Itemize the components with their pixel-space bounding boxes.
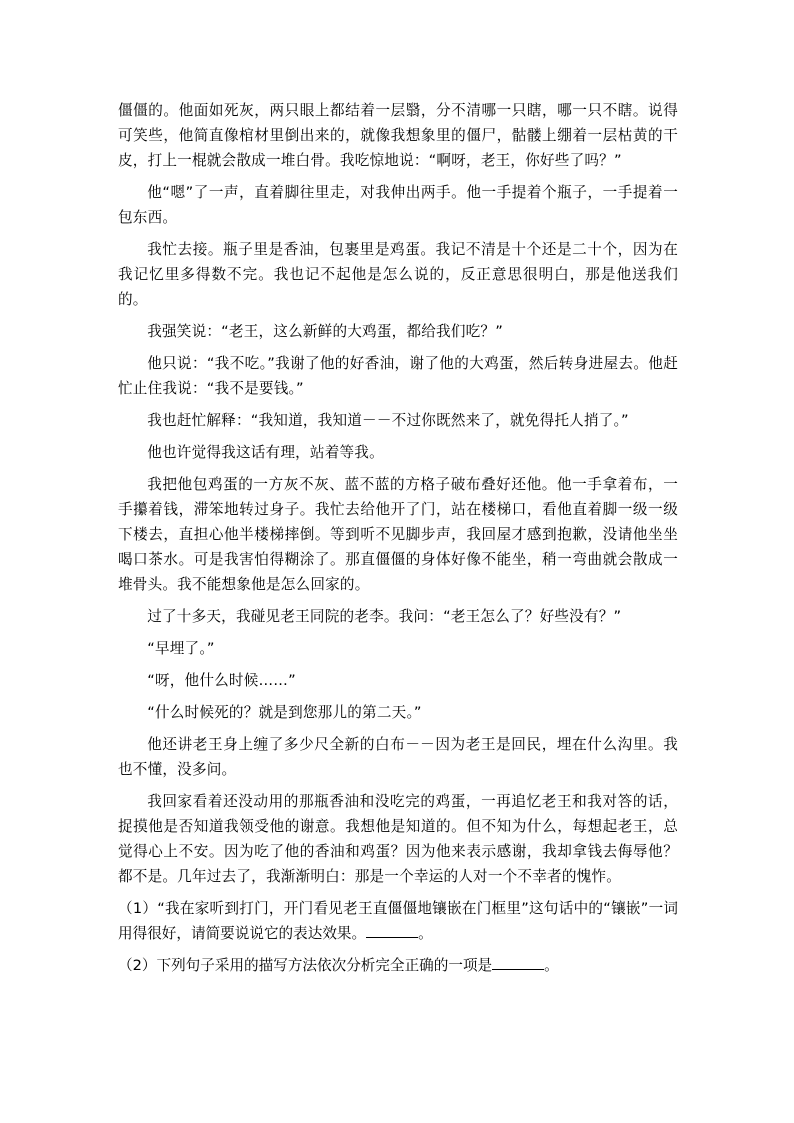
paragraph-3: 我忙去接。瓶子里是香油，包裹里是鸡蛋。我记不清是十个还是二十个，因为在我记忆里多得数不完。我也记不起他是怎么说的，反正意思很明白，那是他送我们的。 [118,241,678,308]
paragraph-2: 他“嗯”了一声，直着脚往里走，对我伸出两手。他一手提着个瓶子，一手提着一包东西。 [118,184,678,226]
paragraph-8: 我把他包鸡蛋的一方灰不灰、蓝不蓝的方格子破布叠好还他。他一手拿着布，一手攥着钱，滞笨地转过身子。我忙去给他开了门，站在楼梯口，看他直着脚一级一级下楼去，直担心他半楼梯摔倒。等到听不见脚步声，我回屋才感到抱歉，没请他坐坐喝口茶水。可是我害怕得糊涂了。那直僵僵的身体好像不能坐，稍一弯曲就会散成一堆骨头。我不能想象他是怎么回家的。 [118,476,678,593]
paragraph-14: 我回家看着还没动用的那瓶香油和没吃完的鸡蛋，一再追忆老王和我对答的话，捉摸他是否知道我领受他的谢意。我想他是知道的。但不知为什么，每想起老王，总觉得心上不安。因为吃了他的香油和鸡蛋？因为他来表示感谢，我却拿钱去侮辱他？都不是。几年过去了，我渐渐明白：那是一个幸运的人对一个不幸者的愧怍。 [118,793,678,885]
question-2-text: （2）下列句子采用的描写方法依次分析完全正确的一项是 [118,957,493,974]
question-2 [118,953,678,978]
question-1-text: （1）“我在家听到打门，开门看见老王直僵僵地镶嵌在门框里”这句话中的“镶嵌”一词用得很好，请简要说说它的表达效果。 [118,900,678,942]
paragraph-9: 过了十多天，我碰见老王同院的老李。我问：“老王怎么了？好些没有？” [147,608,622,625]
question-1-answer-blank[interactable] [366,923,418,938]
question-1-end: 。 [418,925,433,942]
question-1 [118,896,678,946]
paragraph-4: 我强笑说：“老王，这么新鲜的大鸡蛋，都给我们吃？” [147,323,503,340]
paragraph-7: 他也许觉得我这话有理，站着等我。 [147,444,384,461]
paragraph-10: “早埋了。” [147,640,215,657]
paragraph-13: 他还讲老王身上缠了多少尺全新的白布－－因为老王是回民，埋在什么沟里。我也不懂，没多问。 [118,736,678,778]
paragraph-11: “呀，他什么时候……” [147,672,296,689]
paragraph-12: “什么时候死的？就是到您那儿的第二天。” [147,704,422,721]
paragraph-6: 我也赶忙解释：“我知道，我知道－－不过你既然来了，就免得托人捎了。” [147,412,629,429]
question-2-answer-blank[interactable] [492,955,544,970]
reading-passage [118,98,678,985]
paragraph-1: 僵僵的。他面如死灰，两只眼上都结着一层翳，分不清哪一只瞎，哪一只不瞎。说得可笑些，他简直像棺材里倒出来的，就像我想象里的僵尸，骷髅上绷着一层枯黄的干皮，打上一棍就会散成一堆白骨。我吃惊地说：“啊呀，老王，你好些了吗？” [118,102,678,169]
question-2-end: 。 [544,957,559,974]
paragraph-5: 他只说：“我不吃。”我谢了他的好香油，谢了他的大鸡蛋，然后转身进屋去。他赶忙止住我说：“我不是要钱。” [118,355,678,397]
